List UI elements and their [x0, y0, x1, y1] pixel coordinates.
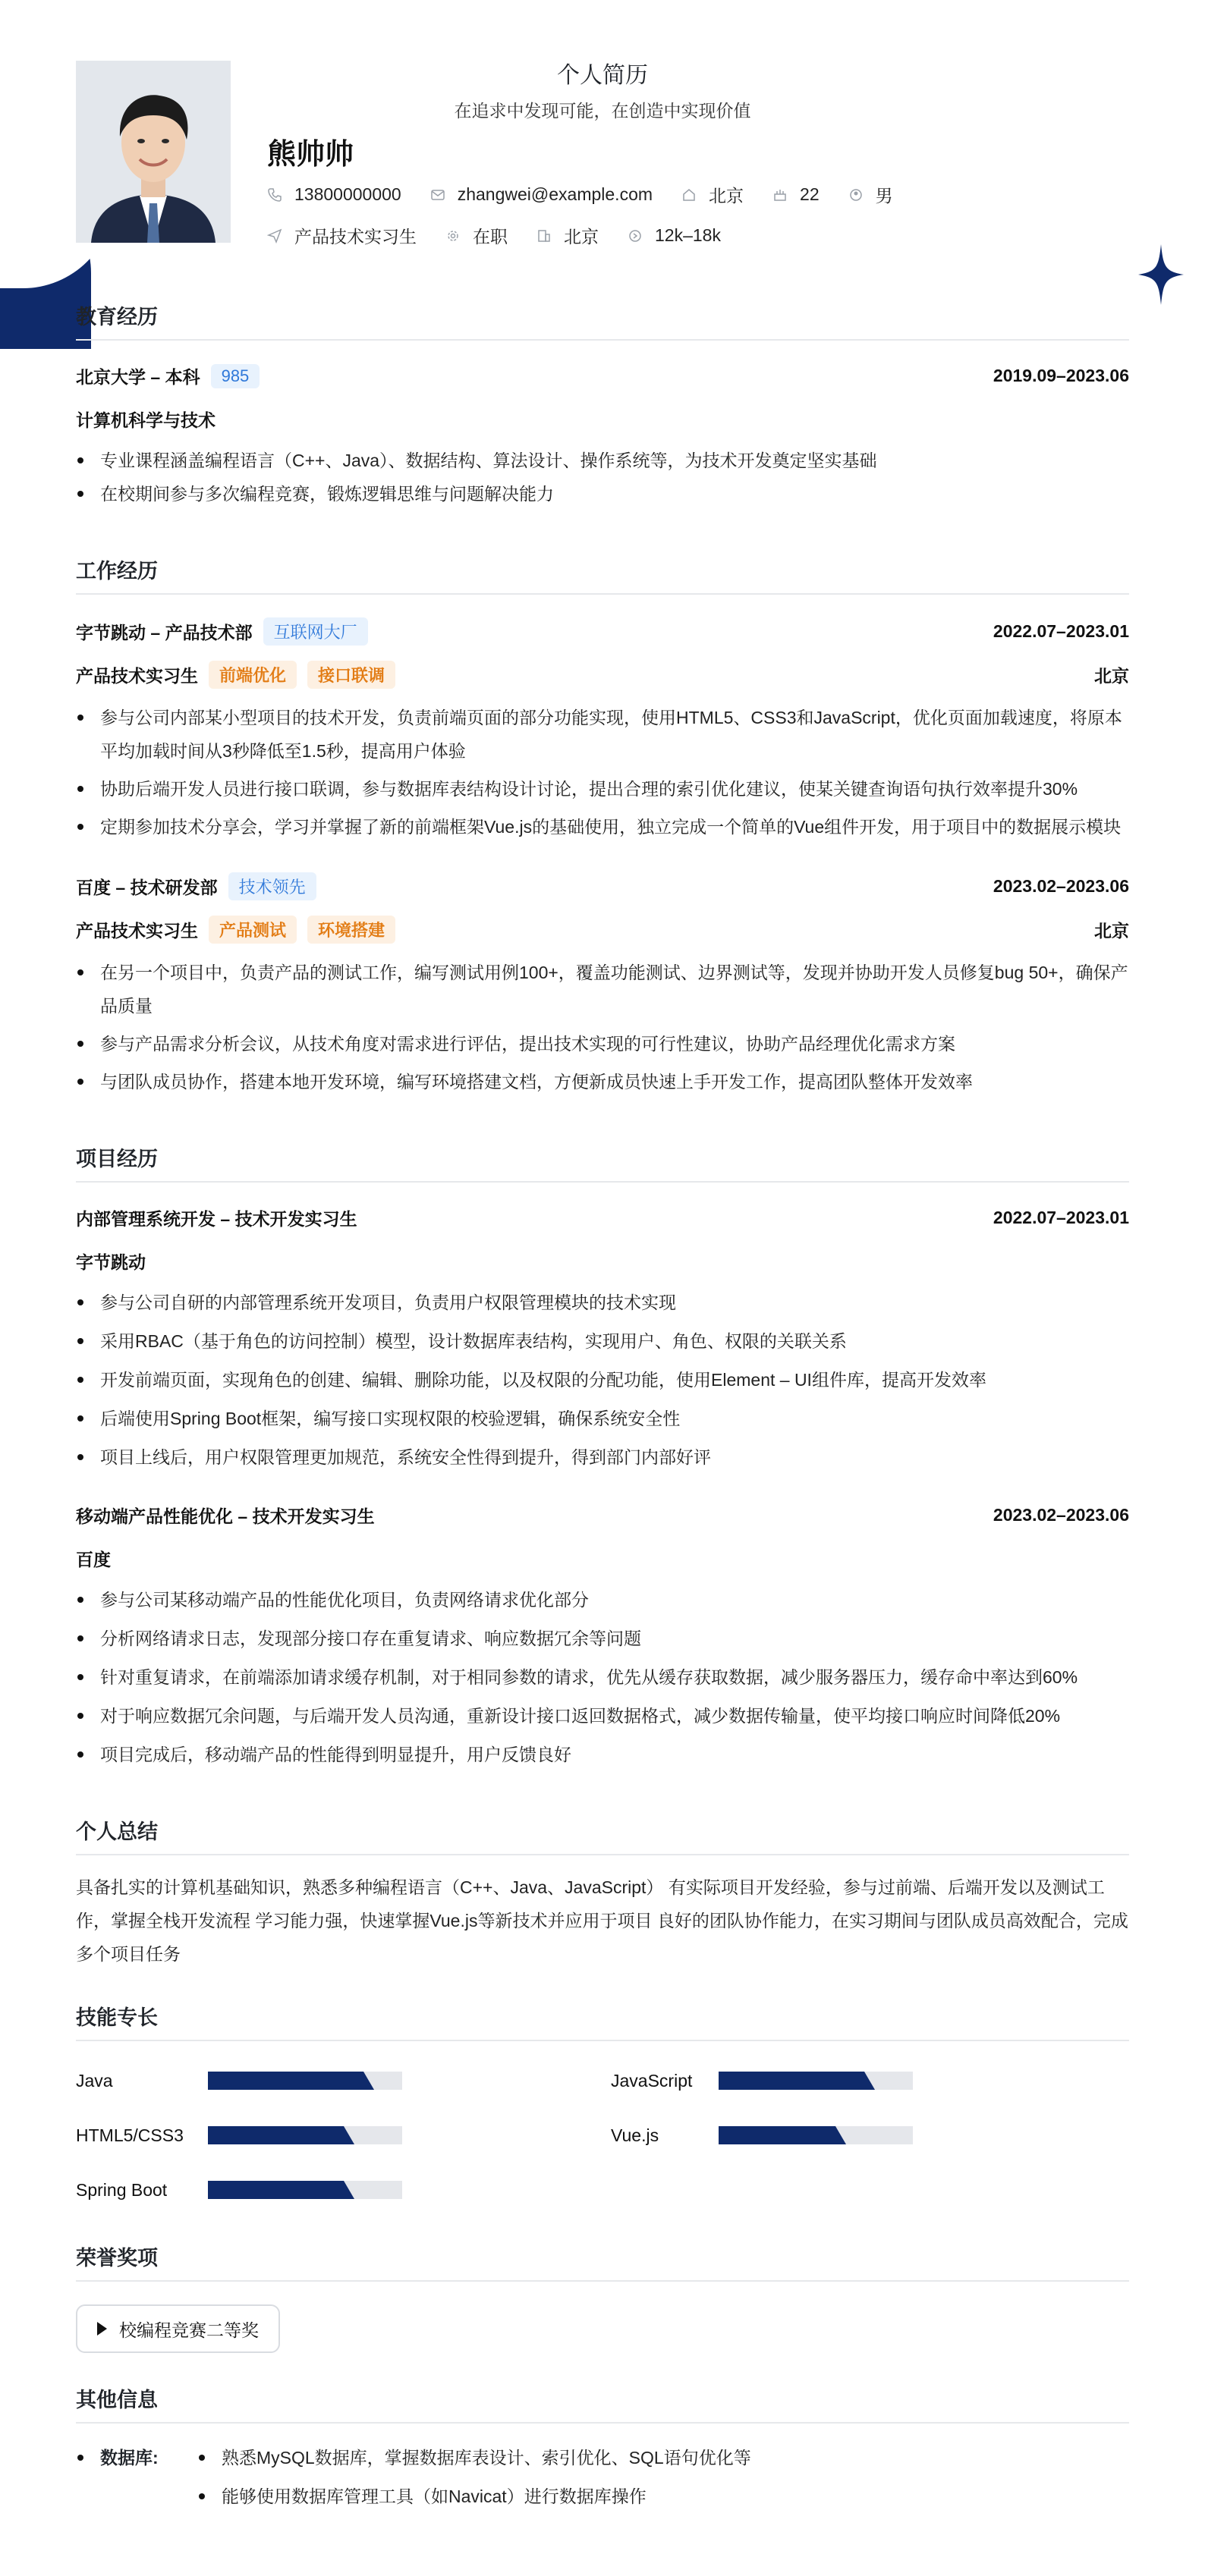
list-item: 参与公司某移动端产品的性能优化项目，负责网络请求优化部分 — [76, 1583, 1129, 1616]
project-header-row — [76, 1503, 1129, 1528]
list-item: 在另一个项目中，负责产品的测试工作，编写测试用例100+，覆盖功能测试、边界测试等，发现并协助开发人员修复bug 50+，确保产品质量 — [76, 956, 1129, 1023]
project-org: 百度 — [76, 1550, 111, 1569]
list-item: 后端使用Spring Boot框架，编写接口实现权限的校验逻辑，确保系统安全性 — [76, 1402, 1129, 1435]
skill-name: Java — [76, 2070, 113, 2091]
list-item: 开发前端页面，实现角色的创建、编辑、删除功能，以及权限的分配功能，使用Element – UI组件库，提高开发效率 — [76, 1363, 1129, 1396]
work-role-row — [76, 916, 1129, 944]
send-icon — [267, 228, 282, 243]
resume-title: 个人简历 — [557, 63, 648, 88]
skill-level-bar — [719, 2072, 913, 2090]
project-name: 移动端产品性能优化 – 技术开发实习生 — [76, 1506, 375, 1526]
skill-level-fill — [208, 2126, 344, 2144]
work-bullets — [76, 701, 1129, 843]
skill-level-fill — [208, 2181, 344, 2199]
major-name: 计算机科学与技术 — [76, 410, 216, 430]
list-item: 在校期间参与多次编程竞赛，锻炼逻辑思维与问题解决能力 — [76, 477, 1129, 510]
education-title: 教育经历 — [76, 300, 1129, 341]
city-text: 北京 — [709, 186, 744, 206]
other-label: 数据库: — [76, 2437, 197, 2513]
position-text: 产品技术实习生 — [294, 227, 417, 247]
project-bullets — [76, 1286, 1129, 1474]
company-tag: 技术领先 — [228, 872, 316, 900]
list-item: 熟悉MySQL数据库，掌握数据库表设计、索引优化、SQL语句优化等 — [197, 2441, 751, 2474]
projects-title: 项目经历 — [76, 1142, 1129, 1183]
list-item: 协助后端开发人员进行接口联调，参与数据库表结构设计讨论，提出合理的索引优化建议，使某关键查询语句执行效率提升30% — [76, 772, 1129, 806]
skill-tag: 产品测试 — [209, 916, 297, 944]
gender-text: 男 — [875, 186, 893, 206]
email-info — [430, 184, 653, 205]
skill-name: JavaScript — [611, 2070, 693, 2091]
candidate-name: 熊帅帅 — [267, 139, 354, 171]
skill-level-bar — [208, 2181, 402, 2199]
skill-tag: 前端优化 — [209, 661, 297, 689]
resume-page — [76, 0, 1129, 2513]
project-item — [76, 1503, 1129, 1771]
skill-item — [76, 2125, 611, 2146]
other-info-row — [76, 2437, 1129, 2513]
summary-section — [76, 1815, 1129, 1971]
list-item: 项目上线后，用户权限管理更加规范，系统安全性得到提升，得到部门内部好评 — [76, 1440, 1129, 1474]
age-text: 22 — [800, 184, 820, 204]
work-date: 2022.07–2023.01 — [993, 621, 1129, 641]
school-tag: 985 — [211, 364, 260, 388]
work-bullets — [76, 956, 1129, 1098]
contact-row — [267, 182, 922, 207]
building-icon — [536, 228, 552, 243]
job-intent-row — [267, 223, 750, 248]
skill-item — [76, 2070, 611, 2091]
other-bullets — [197, 2441, 751, 2513]
company-tag: 互联网大厂 — [263, 617, 368, 646]
skills-title: 技能专长 — [76, 2001, 1129, 2041]
list-item: 针对重复请求，在前端添加请求缓存机制，对于相同参数的请求，优先从缓存获取数据，减少服务器压力，缓存命中率达到60% — [76, 1660, 1129, 1694]
education-section — [76, 300, 1129, 510]
work-header-row — [76, 617, 1129, 646]
skills-section — [76, 2001, 1129, 2201]
phone-text: 13800000000 — [294, 184, 401, 204]
sparkle-star-icon — [1138, 244, 1184, 305]
project-date: 2022.07–2023.01 — [993, 1208, 1129, 1227]
target-city-info — [536, 223, 599, 248]
education-header-row — [76, 363, 1129, 388]
phone-icon — [267, 187, 282, 203]
list-item: 与团队成员协作，搭建本地开发环境，编写环境搭建文档，方便新成员快速上手开发工作，提高团队整体开发效率 — [76, 1065, 1129, 1098]
age-info — [772, 184, 820, 205]
company-name: 字节跳动 – 产品技术部 — [76, 623, 253, 642]
list-item: 项目完成后，移动端产品的性能得到明显提升，用户反馈良好 — [76, 1738, 1129, 1771]
cake-icon — [772, 187, 788, 203]
role-name: 产品技术实习生 — [76, 921, 198, 941]
list-item: 专业课程涵盖编程语言（C++、Java）、数据结构、算法设计、操作系统等，为技术开发奠定坚实基础 — [76, 444, 1129, 477]
phone-info — [267, 184, 401, 205]
skill-level-fill — [719, 2072, 864, 2090]
position-info — [267, 223, 417, 248]
education-date: 2019.09–2023.06 — [993, 366, 1129, 385]
gender-info — [848, 182, 893, 207]
work-date: 2023.02–2023.06 — [993, 876, 1129, 896]
other-section — [76, 2383, 1129, 2513]
list-item: 能够使用数据库管理工具（如Navicat）进行数据库操作 — [197, 2480, 751, 2513]
status-info — [445, 223, 508, 248]
skill-tag: 接口联调 — [307, 661, 395, 689]
mail-icon — [430, 187, 445, 203]
role-name: 产品技术实习生 — [76, 666, 198, 686]
email-text: zhangwei@example.com — [457, 184, 653, 204]
city-info — [681, 182, 744, 207]
skill-level-fill — [719, 2126, 835, 2144]
skill-item — [611, 2070, 1129, 2091]
project-bullets — [76, 1583, 1129, 1771]
skill-level-bar — [208, 2072, 402, 2090]
project-name: 内部管理系统开发 – 技术开发实习生 — [76, 1209, 357, 1229]
work-city: 北京 — [1094, 666, 1129, 686]
summary-text: 具备扎实的计算机基础知识，熟悉多种编程语言（C++、Java、JavaScript） 有实际项目开发经验，参与过前端、后端开发以及测试工作，掌握全栈开发流程 学习能力强，快速掌握Vue.js等新技术并应用于项目 良好的团队协作能力，在实习期间与团队成员高效配合，完成多个项目任务 — [76, 1877, 1128, 1964]
projects-section — [76, 1142, 1129, 1771]
award-item[interactable] — [76, 2304, 280, 2353]
resume-header — [76, 0, 1129, 303]
person-icon — [848, 187, 864, 203]
awards-title: 荣誉奖项 — [76, 2241, 1129, 2282]
other-title: 其他信息 — [76, 2383, 1129, 2424]
project-item — [76, 1205, 1129, 1474]
status-text: 在职 — [473, 227, 508, 247]
company-name: 百度 – 技术研发部 — [76, 878, 218, 897]
salary-text: 12k–18k — [655, 225, 721, 245]
target-city-text: 北京 — [564, 227, 599, 247]
skill-item — [76, 2179, 611, 2201]
summary-title: 个人总结 — [76, 1815, 1129, 1855]
skills-grid — [76, 2070, 1129, 2201]
work-header-row — [76, 872, 1129, 900]
list-item: 采用RBAC（基于角色的访问控制）模型，设计数据库表结构，实现用户、角色、权限的关联关系 — [76, 1324, 1129, 1358]
work-item — [76, 872, 1129, 1098]
list-item: 对于响应数据冗余问题，与后端开发人员沟通，重新设计接口返回数据格式，减少数据传输量，使平均接口响应时间降低20% — [76, 1699, 1129, 1733]
project-header-row — [76, 1205, 1129, 1230]
home-icon — [681, 187, 697, 203]
list-item: 参与公司内部某小型项目的技术开发，负责前端页面的部分功能实现，使用HTML5、CSS3和JavaScript，优化页面加载速度，将原本平均加载时间从3秒降低至1.5秒，提高用户体验 — [76, 701, 1129, 768]
skill-name: Vue.js — [611, 2125, 659, 2145]
play-triangle-icon — [97, 2322, 107, 2336]
gear-icon — [445, 228, 461, 243]
school-name: 北京大学 – 本科 — [76, 367, 200, 387]
skill-level-bar — [719, 2126, 913, 2144]
award-text: 校编程竞赛二等奖 — [119, 2320, 259, 2340]
work-item — [76, 617, 1129, 843]
list-item: 定期参加技术分享会，学习并掌握了新的前端框架Vue.js的基础使用，独立完成一个简单的Vue组件开发，用于项目中的数据展示模块 — [76, 810, 1129, 843]
list-item: 参与公司自研的内部管理系统开发项目，负责用户权限管理模块的技术实现 — [76, 1286, 1129, 1319]
list-item: 参与产品需求分析会议，从技术角度对需求进行评估，提出技术实现的可行性建议，协助产品经理优化需求方案 — [76, 1027, 1129, 1060]
skill-name: Spring Boot — [76, 2179, 168, 2200]
resume-subtitle: 在追求中发现可能，在创造中实现价值 — [454, 101, 751, 121]
work-city: 北京 — [1094, 921, 1129, 941]
coin-icon — [628, 228, 643, 243]
awards-section — [76, 2241, 1129, 2353]
work-title: 工作经历 — [76, 554, 1129, 595]
skill-level-bar — [208, 2126, 402, 2144]
salary-info — [628, 225, 721, 246]
project-org: 字节跳动 — [76, 1252, 146, 1272]
work-section — [76, 554, 1129, 1098]
project-date: 2023.02–2023.06 — [993, 1505, 1129, 1525]
list-item: 分析网络请求日志，发现部分接口存在重复请求、响应数据冗余等问题 — [76, 1622, 1129, 1655]
skill-tag: 环境搭建 — [307, 916, 395, 944]
skill-level-fill — [208, 2072, 363, 2090]
skill-name: HTML5/CSS3 — [76, 2125, 184, 2145]
skill-item — [611, 2125, 1129, 2146]
work-role-row — [76, 661, 1129, 689]
education-bullets — [76, 444, 1129, 510]
